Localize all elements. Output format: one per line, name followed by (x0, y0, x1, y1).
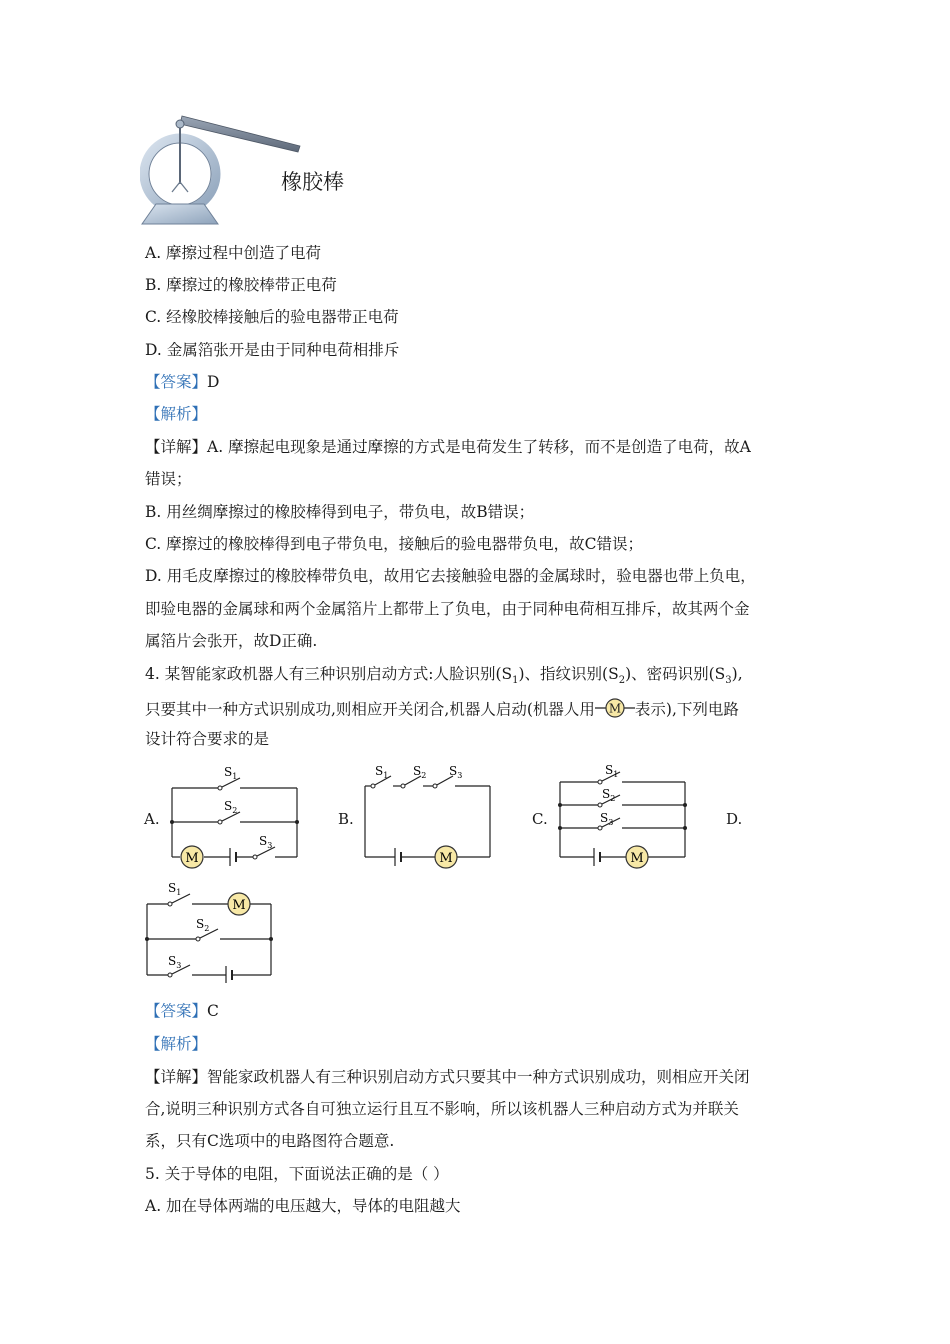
q3-detail-line-2: 错误； (145, 470, 192, 488)
q4-detail-line-3: 系，只有C选项中的电路图符合题意. (145, 1132, 395, 1150)
motor-symbol-inline (595, 697, 635, 724)
q4-analysis-tag: 【解析】 (145, 1035, 208, 1053)
q4-stem-line-1: 4. 某智能家政机器人有三种识别启动方式:人脸识别$(S_1)$、指纹识别$(S_2)$、密码识别$(S_3)$, (145, 665, 743, 687)
svg-text:S2: $S_2$ (224, 799, 238, 815)
q3-option-b: B. 摩擦过的橡胶棒带正电荷 (145, 276, 337, 294)
svg-text:M: M (608, 701, 622, 716)
q4-detail-line-2: 合,说明三种识别方式各自可独立运行且互不影响，所以该机器人三种启动方式为并联关 (145, 1100, 739, 1118)
q3-detail-line-1 (145, 437, 751, 457)
q4-stem-line-3: 设计符合要求的是 (145, 730, 270, 748)
q4-stem-line-2: 只要其中一种方式识别成功,则相应开关闭合,机器人启动(机器人用 M 表示),下列电路 (145, 697, 739, 724)
option-label-d: D. (726, 810, 743, 828)
detail-text: A. 摩擦起电现象是通过摩擦的方式是电荷发生了转移，而不是创造了电荷，故A (207, 438, 751, 456)
option-label-c: C. (532, 810, 548, 828)
svg-text:S2: $S_2$ (196, 917, 210, 933)
svg-text:S3: $S_3$ (449, 764, 463, 780)
option-label-b: B. (338, 810, 354, 828)
answer-tag: 【答案】 (145, 1002, 208, 1020)
svg-text:S1: $S_1$ (224, 765, 238, 781)
circuit-c (550, 760, 700, 875)
q3-answer (145, 372, 219, 392)
circuit-b (355, 760, 505, 875)
q3-option-c: C. 经橡胶棒接触后的验电器带正电荷 (145, 308, 399, 326)
svg-text:S3: $S_3$ (168, 954, 182, 970)
svg-text:S1: $S_1$ (168, 881, 182, 897)
q3-option-d: D. 金属箔张开是由于同种电荷相排斥 (145, 341, 400, 359)
answer-tag: 【答案】 (145, 373, 208, 391)
q3-analysis-tag: 【解析】 (145, 405, 208, 423)
circuit-d (138, 878, 283, 983)
option-label-a: A. (144, 810, 160, 828)
motor-label: M (185, 851, 199, 866)
q3-option-a: A. 摩擦过程中创造了电荷 (145, 244, 322, 262)
motor-label: M (439, 851, 453, 866)
svg-text:S3: $S_3$ (600, 811, 614, 827)
rod-label: 橡胶棒 (281, 170, 344, 194)
q3-detail-line-3: B. 用丝绸摩擦过的橡胶棒得到电子，带负电，故B错误； (145, 503, 535, 521)
motor-label: M (232, 898, 246, 913)
answer-value: D (207, 373, 220, 391)
q5-option-a: A. 加在导体两端的电压越大，导体的电阻越大 (145, 1197, 461, 1215)
svg-text:S2: $S_2$ (602, 787, 616, 803)
q3-detail-line-4: C. 摩擦过的橡胶棒得到电子带负电，接触后的验电器带负电，故C错误； (145, 535, 644, 553)
svg-text:S1: $S_1$ (605, 763, 619, 779)
q4-detail-line-1 (145, 1067, 750, 1087)
q3-detail-line-7: 属箔片会张开，故D正确. (145, 632, 318, 650)
svg-text:S2: $S_2$ (413, 764, 427, 780)
q5-stem: 5. 关于导体的电阻，下面说法正确的是（ ） (145, 1165, 449, 1183)
answer-value: C (207, 1002, 219, 1020)
motor-label: M (630, 851, 644, 866)
detail-text: 智能家政机器人有三种识别启动方式只要其中一种方式识别成功，则相应开关闭 (207, 1068, 750, 1086)
q3-detail-line-6: 即验电器的金属球和两个金属箔片上都带上了负电，由于同种电荷相互排斥，故其两个金 (145, 600, 750, 618)
circuit-a (160, 760, 310, 875)
svg-text:S1: $S_1$ (375, 764, 389, 780)
detail-tag: 【详解】 (145, 438, 208, 456)
detail-tag: 【详解】 (145, 1068, 208, 1086)
svg-text:S3: $S_3$ (259, 834, 273, 850)
q3-detail-line-5: D. 用毛皮摩擦过的橡胶棒带负电，故用它去接触验电器的金属球时，验电器也带上负电， (145, 567, 756, 585)
q4-answer (145, 1001, 219, 1021)
